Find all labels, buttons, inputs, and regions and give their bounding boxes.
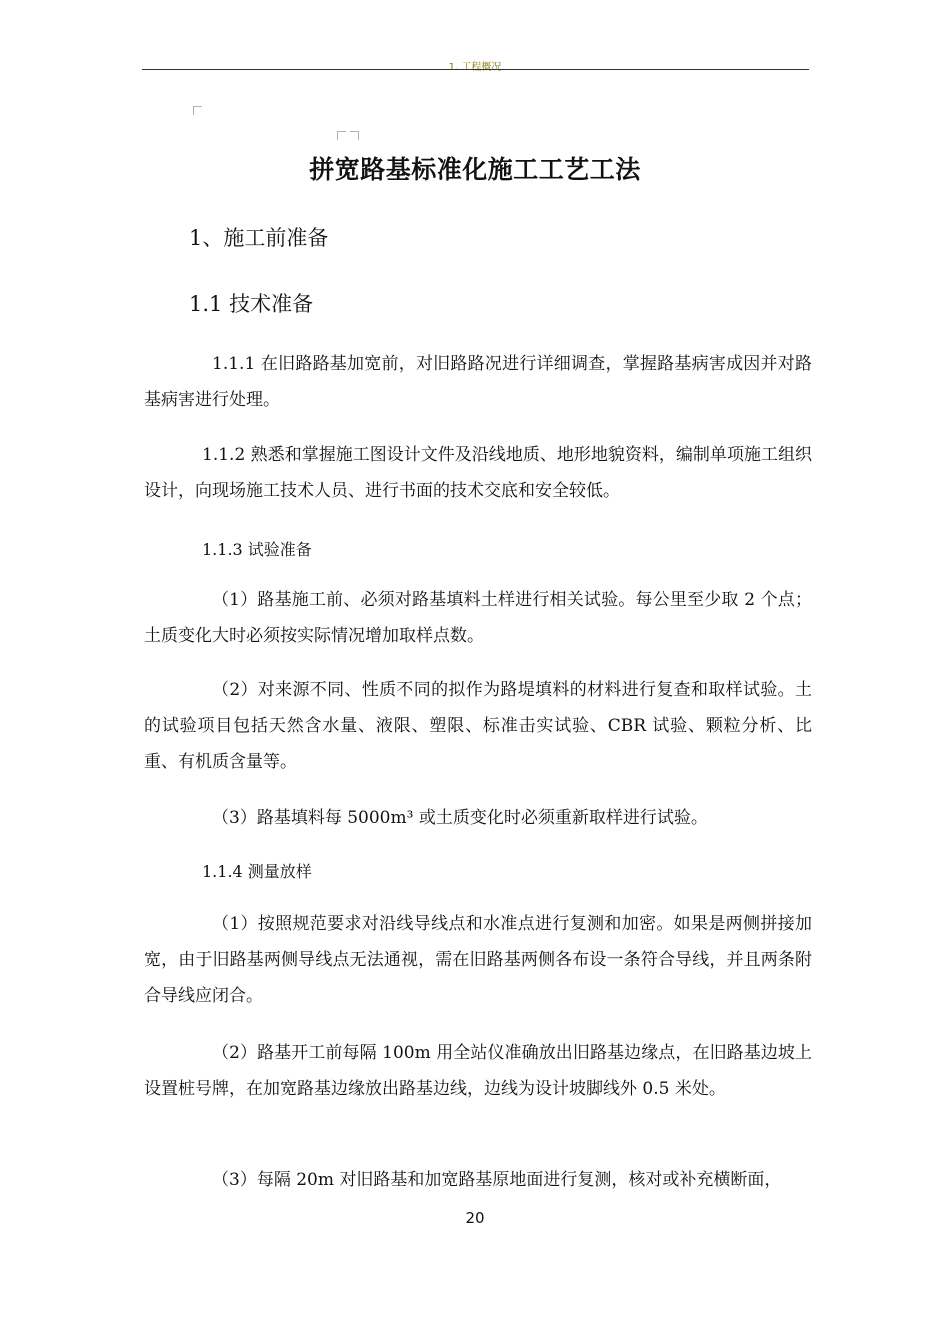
- paragraph-1-1-4-item-2: （2）路基开工前每隔 100m 用全站仪准确放出旧路基边缘点，在旧路基边坡上设置桩号牌，在加宽路基边缘放出路基边线，边线为设计坡脚线外 0.5 米处。: [144, 1043, 812, 1099]
- paragraph-1-1-3-item-1: （1）路基施工前、必须对路基填料土样进行相关试验。每公里至少取 2 个点；土质变化大时必须按实际情况增加取样点数。: [144, 590, 812, 646]
- paragraph-1-1-1: 1.1.1 在旧路路基加宽前，对旧路路况进行详细调查，掌握路基病害成因并对路基病害进行处理。: [144, 354, 812, 410]
- paragraph-1-1-3-item-2: （2）对来源不同、性质不同的拟作为路堤填料的材料进行复查和取样试验。土的试验项目包括天然含水量、液限、塑限、标准击实试验、CBR 试验、颗粒分析、比重、有机质含量等。: [144, 680, 812, 772]
- document-title: 拼宽路基标准化施工工艺工法: [309, 155, 641, 184]
- paragraph-1-1-3-item-3: （3）路基填料每 5000m³ 或土质变化时必须重新取样进行试验。: [212, 808, 708, 828]
- corner-mark: [193, 106, 202, 115]
- page-number: 20: [465, 1209, 485, 1227]
- heading-1-1-3: 1.1.3 试验准备: [202, 540, 312, 559]
- section-heading: 1、施工前准备: [189, 226, 329, 250]
- subsection-heading: 1.1 技术准备: [189, 292, 314, 316]
- paragraph-1-1-2: 1.1.2 熟悉和掌握施工图设计文件及沿线地质、地形地貌资料，编制单项施工组织设计，向现场施工技术人员、进行书面的技术交底和安全较低。: [144, 445, 812, 501]
- paragraph-1-1-4-item-3: （3）每隔 20m 对旧路基和加宽路基原地面进行复测，核对或补充横断面，: [212, 1170, 782, 1190]
- paragraph-1-1-4-item-1: （1）按照规范要求对沿线导线点和水准点进行复测和加密。如果是两侧拼接加宽，由于旧路基两侧导线点无法通视，需在旧路基两侧各布设一条符合导线，并且两条附合导线应闭合。: [144, 914, 812, 1006]
- running-header: 1. 工程概况: [448, 62, 502, 73]
- corner-mark: [350, 131, 359, 140]
- corner-mark: [337, 131, 346, 140]
- header-rule: [142, 69, 809, 70]
- heading-1-1-4: 1.1.4 测量放样: [202, 862, 312, 881]
